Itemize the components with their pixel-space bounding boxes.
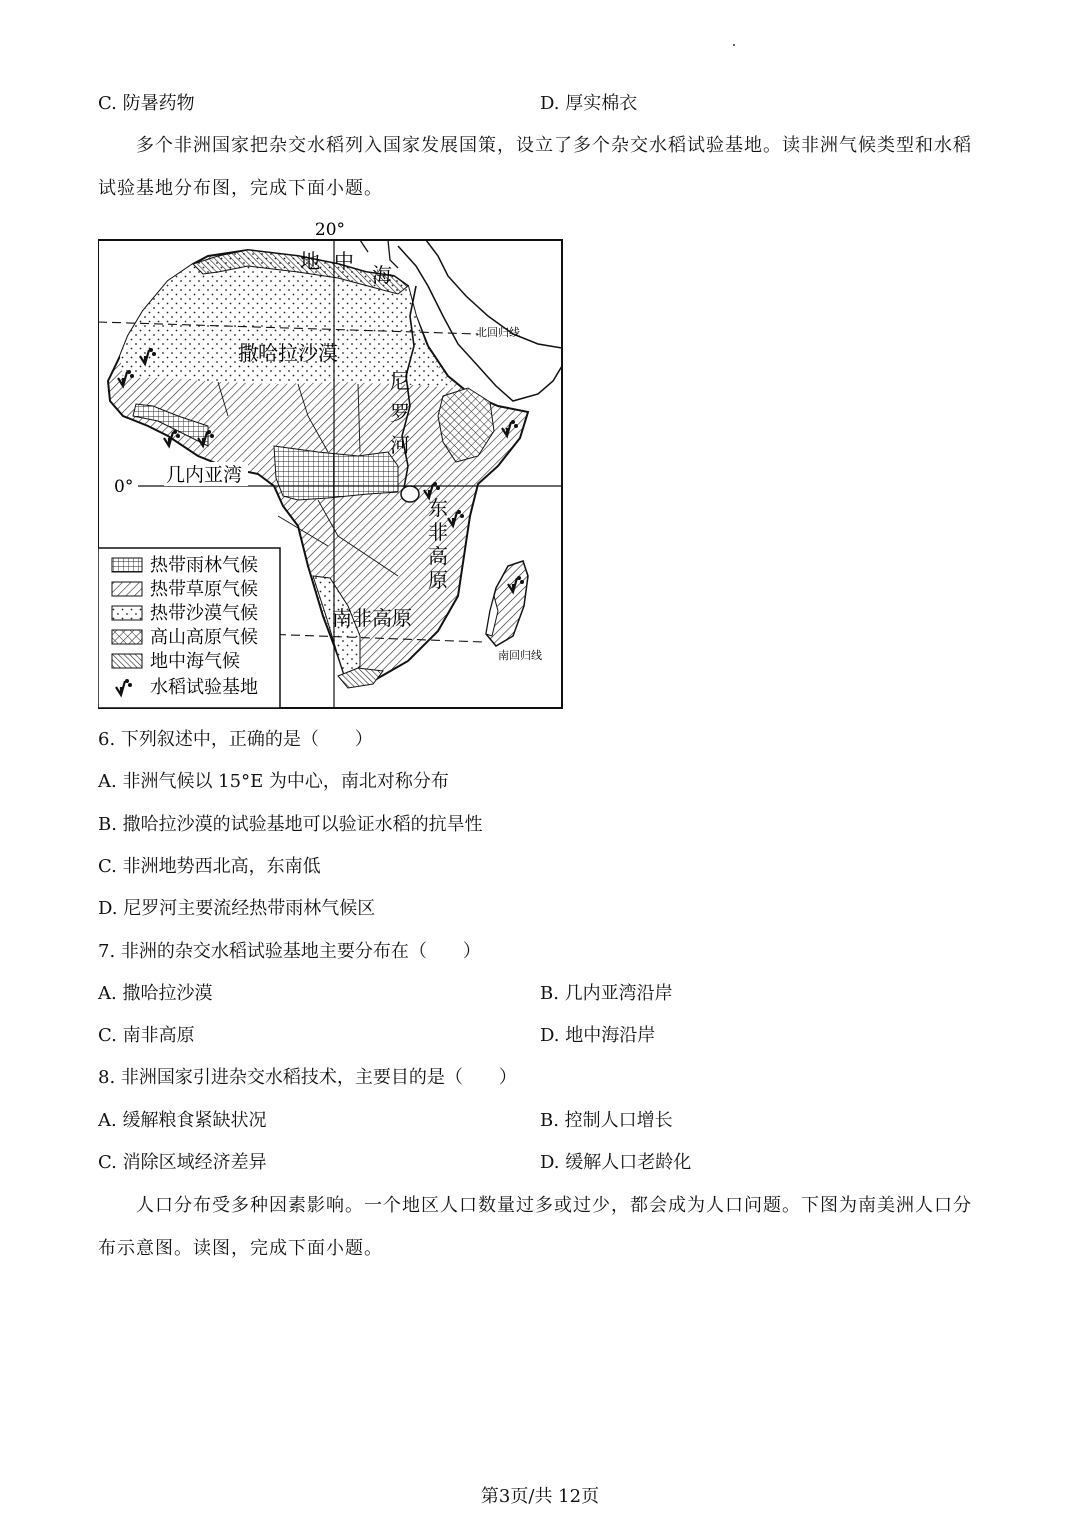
q7-option-b: B. 几内亚湾沿岸 [540, 983, 673, 1004]
nile-label-1: 尼 [390, 369, 410, 393]
q7-option-a: A. 撒哈拉沙漠 [98, 983, 213, 1004]
q6-stem: 6. 下列叙述中，正确的是（ ） [98, 729, 373, 750]
map-legend [98, 548, 280, 708]
legend-item: 热带草原气候 [150, 579, 258, 600]
q6-option-c: C. 非洲地势西北高，东南低 [98, 856, 321, 877]
equator-label: 0° [114, 477, 134, 497]
legend-item: 地中海气候 [150, 651, 240, 672]
q8-option-b: B. 控制人口增长 [540, 1110, 673, 1131]
east-africa-label-1: 东 [428, 496, 448, 520]
sahara-label: 撒哈拉沙漠 [238, 341, 338, 365]
sea-label-2: 中 [334, 249, 354, 273]
gulf-label: 几内亚湾 [166, 464, 243, 486]
tropic-s-label: 南回归线 [498, 649, 542, 662]
legend-item: 热带雨林气候 [150, 555, 258, 576]
intro-paragraph-2: 人口分布受多种因素影响。一个地区人口数量过多或过少，都会成为人口问题。下图为南美洲人口分布示意图。读图，完成下面小题。 [98, 1195, 972, 1259]
legend-item: 热带沙漠气候 [150, 603, 258, 624]
nile-label-2: 罗 [390, 401, 410, 425]
east-africa-label-2: 非 [428, 520, 448, 544]
sea-label-1: 地 [300, 249, 320, 273]
lake-victoria [401, 486, 419, 502]
q6-option-d: D. 尼罗河主要流经热带雨林气候区 [98, 898, 376, 919]
q6-option-a: A. 非洲气候以 15°E 为中心，南北对称分布 [98, 771, 449, 792]
q8-option-d: D. 缓解人口老龄化 [540, 1152, 692, 1173]
q8-stem: 8. 非洲国家引进杂交水稻技术，主要目的是（ ） [98, 1067, 517, 1088]
tropic-n-label: 北回归线 [476, 326, 520, 339]
scan-dot [733, 44, 735, 46]
q7-option-c: C. 南非高原 [98, 1025, 195, 1046]
q8-option-a: A. 缓解粮食紧缺状况 [98, 1110, 267, 1131]
page-footer: 第3页/共 12页 [480, 1486, 600, 1507]
legend-item: 高山高原气候 [150, 627, 258, 648]
east-africa-label-4: 原 [428, 568, 448, 592]
east-africa-label-3: 高 [428, 544, 448, 568]
legend-item: 水稻试验基地 [150, 677, 258, 698]
q7-stem: 7. 非洲的杂交水稻试验基地主要分布在（ ） [98, 941, 481, 962]
lon-label: 20° [314, 220, 346, 240]
rainforest-congo [274, 446, 398, 500]
q7-option-d: D. 地中海沿岸 [540, 1025, 656, 1046]
q6-option-b: B. 撒哈拉沙漠的试验基地可以验证水稻的抗旱性 [98, 814, 483, 835]
intro-paragraph-1: 多个非洲国家把杂交水稻列入国家发展国策，设立了多个杂交水稻试验基地。读非洲气候类型和水稻试验基地分布图，完成下面小题。 [98, 135, 972, 199]
prev-option-d: D. 厚实棉衣 [540, 93, 638, 114]
sea-label-3: 海 [372, 263, 392, 287]
south-africa-label: 南非高原 [332, 606, 412, 630]
q8-option-c: C. 消除区域经济差异 [98, 1152, 267, 1173]
prev-option-c: C. 防暑药物 [98, 93, 195, 114]
nile-label-3: 河 [390, 433, 410, 457]
africa-climate-map [98, 216, 564, 710]
